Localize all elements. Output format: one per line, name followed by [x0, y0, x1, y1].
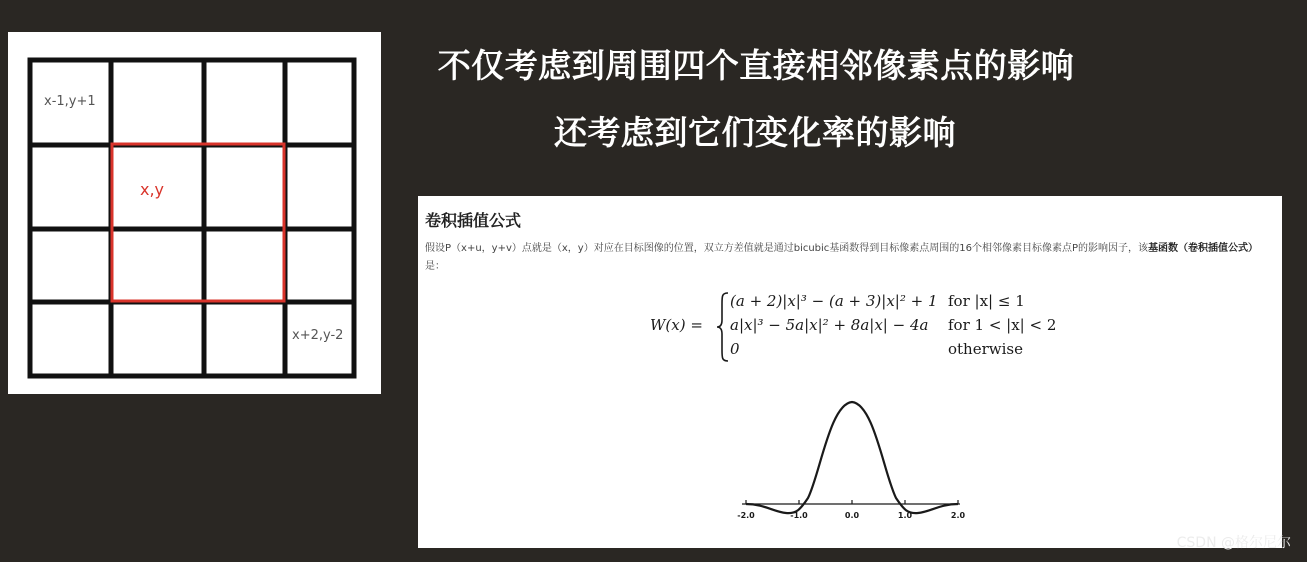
headline-line-1: 不仅考虑到周围四个直接相邻像素点的影响 [437, 46, 1075, 85]
kernel-plot [734, 394, 970, 534]
formula-case-3-expr: 0 [730, 340, 740, 358]
plot-tick-label: -1.0 [790, 511, 808, 520]
cell-label-center: x,y [140, 180, 165, 199]
plot-tick-label: 1.0 [897, 511, 913, 520]
formula-case-2-expr: a|x|³ − 5a|x|² + 8a|x| − 4a [730, 316, 929, 334]
formula-case-1-expr: (a + 2)|x|³ − (a + 3)|x|² + 1 [730, 292, 938, 310]
formula-case-3-cond: otherwise [948, 340, 1023, 358]
formula-lhs: W(x) = [650, 316, 703, 334]
formula-document [418, 196, 1282, 548]
headline-line-2: 还考虑到它们变化率的影响 [554, 113, 956, 152]
formula-case-1-cond: for |x| ≤ 1 [948, 292, 1025, 310]
cell-label-top-left: x-1,y+1 [44, 94, 96, 109]
formula-case-2-cond: for 1 < |x| < 2 [948, 316, 1057, 334]
doc-paragraph-bold: 基函数（卷积插值公式） [1148, 243, 1259, 254]
doc-paragraph-text: 假设P（x+u，y+v）点就是（x，y）对应在目标图像的位置，双立方差值就是通过bicubic基函数得到目标像素点周围的16个相邻像素目标像素点P的影响因子，该 [425, 243, 1149, 254]
cell-label-bottom-right: x+2,y-2 [292, 328, 344, 343]
kernel-curve [746, 402, 958, 513]
left-brace-icon [716, 292, 730, 362]
doc-paragraph [425, 240, 1277, 276]
pixel-grid-figure [8, 32, 381, 394]
plot-tick-label: -2.0 [737, 511, 755, 520]
plot-tick-label: 0.0 [844, 511, 860, 520]
watermark: CSDN @格尔尼尔 [1176, 535, 1291, 551]
doc-paragraph-end: 是： [425, 261, 445, 272]
doc-heading: 卷积插值公式 [425, 211, 522, 230]
bicubic-kernel-formula [650, 288, 1090, 366]
neighborhood-highlight [112, 144, 284, 301]
plot-tick-label: 2.0 [950, 511, 966, 520]
